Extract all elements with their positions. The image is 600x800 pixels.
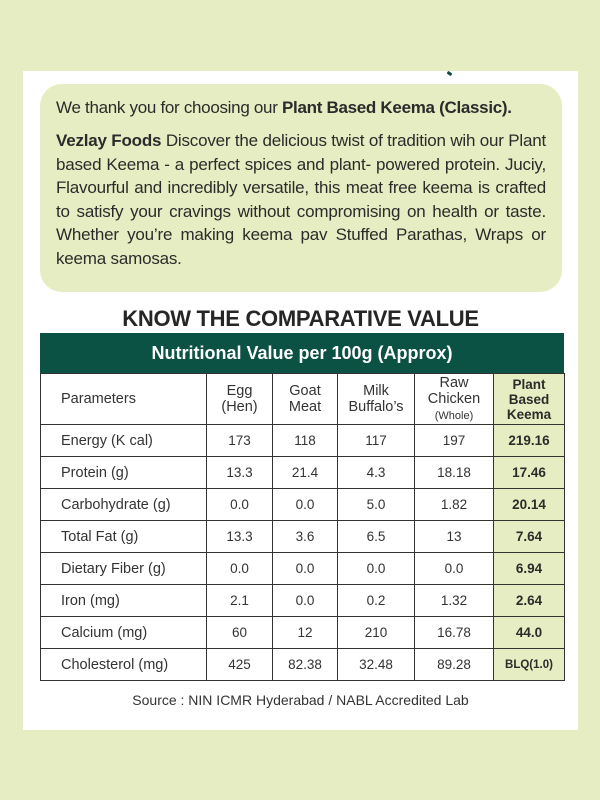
header-chicken-line1: Raw (439, 374, 469, 391)
milk-cell: 117 (338, 425, 415, 457)
chicken-cell: 13 (415, 521, 494, 553)
table-row (41, 617, 565, 649)
product-description (56, 129, 546, 270)
milk-cell: 0.2 (338, 585, 415, 617)
egg-cell: 425 (207, 649, 273, 681)
milk-cell: 210 (338, 617, 415, 649)
goat-cell: 0.0 (273, 489, 338, 521)
table-title: Nutritional Value per 100g (Approx) (40, 333, 564, 373)
milk-cell: 0.0 (338, 553, 415, 585)
table-header-row (41, 374, 565, 425)
goat-cell: 0.0 (273, 553, 338, 585)
milk-cell: 5.0 (338, 489, 415, 521)
header-parameters: Parameters (41, 374, 207, 425)
description-text: Discover the delicious twist of tradition wih our Plant based Keema - a perfect spices and plant- powered protein. Juciy, Flavourful and incredibly versatile, this meat free keema is crafted to satisfy your cravings without compromising on health or taste. Whether you’re making keema pav Stuffed Parathas, Wraps or keema samosas. (56, 131, 547, 268)
chicken-cell: 1.32 (415, 585, 494, 617)
header-goat-line2: Meat (288, 399, 322, 415)
egg-cell: 2.1 (207, 585, 273, 617)
goat-cell: 0.0 (273, 585, 338, 617)
chicken-cell: 0.0 (415, 553, 494, 585)
milk-cell: 32.48 (338, 649, 415, 681)
goat-cell: 118 (273, 425, 338, 457)
param-cell: Energy (K cal) (41, 425, 207, 457)
goat-cell: 82.38 (273, 649, 338, 681)
table-row (41, 457, 565, 489)
table-row (41, 553, 565, 585)
param-cell: Iron (mg) (41, 585, 207, 617)
keema-cell: 219.16 (494, 425, 565, 457)
egg-cell: 13.3 (207, 521, 273, 553)
egg-cell: 0.0 (207, 553, 273, 585)
thank-prefix: We thank you for choosing our (56, 98, 282, 117)
header-milk-line1: Milk (363, 383, 389, 399)
header-chicken-line2: Chicken (427, 390, 481, 407)
table-row (41, 521, 565, 553)
goat-cell: 12 (273, 617, 338, 649)
header-keema (494, 374, 565, 425)
header-keema-line1: Plant (512, 376, 546, 392)
header-goat-line1: Goat (289, 383, 321, 399)
param-cell: Carbohydrate (g) (41, 489, 207, 521)
header-goat (273, 374, 338, 425)
param-cell: Total Fat (g) (41, 521, 207, 553)
header-milk (338, 374, 415, 425)
keema-cell: 20.14 (494, 489, 565, 521)
param-cell: Calcium (mg) (41, 617, 207, 649)
chicken-cell: 1.82 (415, 489, 494, 521)
decorative-mark (447, 71, 453, 76)
brand-name: Vezlay Foods (56, 131, 162, 150)
chicken-cell: 18.18 (415, 457, 494, 489)
milk-cell: 4.3 (338, 457, 415, 489)
goat-cell: 3.6 (273, 521, 338, 553)
source-note: Source : NIN ICMR Hyderabad / NABL Accredited Lab (132, 692, 469, 708)
header-keema-line3: Keema (506, 406, 552, 422)
table-row (41, 585, 565, 617)
egg-cell: 173 (207, 425, 273, 457)
table-row (41, 489, 565, 521)
table-row (41, 425, 565, 457)
keema-cell: 44.0 (494, 617, 565, 649)
egg-cell: 13.3 (207, 457, 273, 489)
chicken-cell: 89.28 (415, 649, 494, 681)
header-chicken-line3: (Whole) (434, 409, 474, 422)
nutrition-table-container (40, 333, 564, 681)
param-cell: Dietary Fiber (g) (41, 553, 207, 585)
goat-cell: 21.4 (273, 457, 338, 489)
keema-cell: BLQ(1.0) (494, 649, 565, 681)
section-heading: KNOW THE COMPARATIVE VALUE (122, 306, 479, 331)
param-cell: Cholesterol (mg) (41, 649, 207, 681)
header-egg-line1: Egg (226, 383, 253, 399)
intro-box (40, 84, 562, 292)
egg-cell: 0.0 (207, 489, 273, 521)
keema-cell: 6.94 (494, 553, 565, 585)
chicken-cell: 197 (415, 425, 494, 457)
header-milk-line2: Buffalo’s (348, 399, 404, 415)
keema-cell: 17.46 (494, 457, 565, 489)
chicken-cell: 16.78 (415, 617, 494, 649)
content-panel (23, 71, 578, 730)
nutrition-table (40, 373, 565, 681)
table-row (41, 649, 565, 681)
milk-cell: 6.5 (338, 521, 415, 553)
product-name: Plant Based Keema (Classic). (282, 98, 512, 117)
thank-you-line (56, 97, 546, 119)
param-cell: Protein (g) (41, 457, 207, 489)
header-egg-line2: (Hen) (221, 399, 258, 415)
keema-cell: 2.64 (494, 585, 565, 617)
header-egg (207, 374, 273, 425)
header-chicken (415, 374, 494, 425)
keema-cell: 7.64 (494, 521, 565, 553)
header-keema-line2: Based (508, 391, 550, 407)
egg-cell: 60 (207, 617, 273, 649)
